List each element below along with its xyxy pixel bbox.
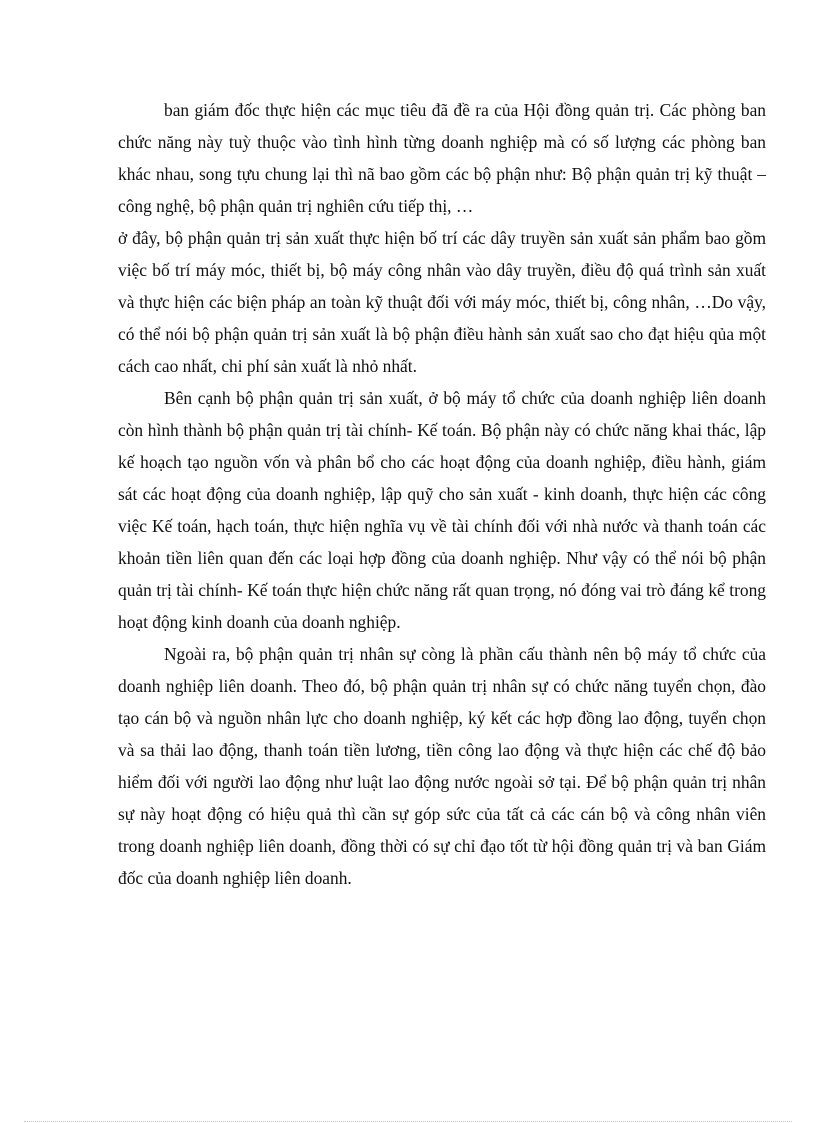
paragraph-3: Bên cạnh bộ phận quản trị sản xuất, ở bộ máy tổ chức của doanh nghiệp liên doanh còn hình thành bộ phận quản trị tài chính- Kế toán. Bộ phận này có chức năng khai thác, lập kế hoạch tạo nguồn vốn và phân bổ cho các hoạt động của doanh nghiệp, điều hành, giám sát các hoạt động của doanh nghiệp, lập quỹ cho sản xuất - kinh doanh, thực hiện các công việc Kế toán, hạch toán, thực hiện nghĩa vụ về tài chính đối với nhà nước và thanh toán các khoản tiền liên quan đến các loại hợp đồng của doanh nghiệp. Như vậy có thể nói bộ phận quản trị tài chính- Kế toán thực hiện chức năng rất quan trọng, nó đóng vai trò đáng kể trong hoạt động kinh doanh của doanh nghiệp.	[118, 388, 766, 632]
document-body	[118, 94, 766, 894]
paragraph-4: Ngoài ra, bộ phận quản trị nhân sự còng là phần cấu thành nên bộ máy tổ chức của doanh nghiệp liên doanh. Theo đó, bộ phận quản trị nhân sự có chức năng tuyển chọn, đào tạo cán bộ và nguồn nhân lực cho doanh nghiệp, ký kết các hợp đồng lao động, tuyển chọn và sa thải lao động, thanh toán tiền lương, tiền công lao động và thực hiện các chế độ bảo hiểm đối với người lao động như luật lao động nước ngoài sở tại. Để bộ phận quản trị nhân sự này hoạt động có hiệu quả thì cần sự góp sức của tất cả các cán bộ và công nhân viên trong doanh nghiệp liên doanh, đồng thời có sự chỉ đạo tốt từ hội đồng quản trị và ban Giám đốc của doanh nghiệp liên doanh.	[118, 644, 766, 888]
page-bottom-divider	[24, 1121, 792, 1122]
paragraph-2: ở đây, bộ phận quản trị sản xuất thực hiện bố trí các dây truyền sản xuất sản phẩm bao gồm việc bố trí máy móc, thiết bị, bộ máy công nhân vào dây truyền, điều độ quá trình sản xuất và thực hiện các biện pháp an toàn kỹ thuật đối với máy móc, thiết bị, công nhân, …Do vậy, có thể nói bộ phận quản trị sản xuất là bộ phận điều hành sản xuất sao cho đạt hiệu qủa một cách cao nhất, chi phí sản xuất là nhỏ nhất.	[118, 228, 766, 376]
paragraph-1: ban giám đốc thực hiện các mục tiêu đã đề ra của Hội đồng quản trị. Các phòng ban chức năng này tuỳ thuộc vào tình hình từng doanh nghiệp mà có số lượng các phòng ban khác nhau, song tựu chung lại thì nã bao gồm các bộ phận như: Bộ phận quản trị kỹ thuật – công nghệ, bộ phận quản trị nghiên cứu tiếp thị, …	[118, 100, 766, 216]
